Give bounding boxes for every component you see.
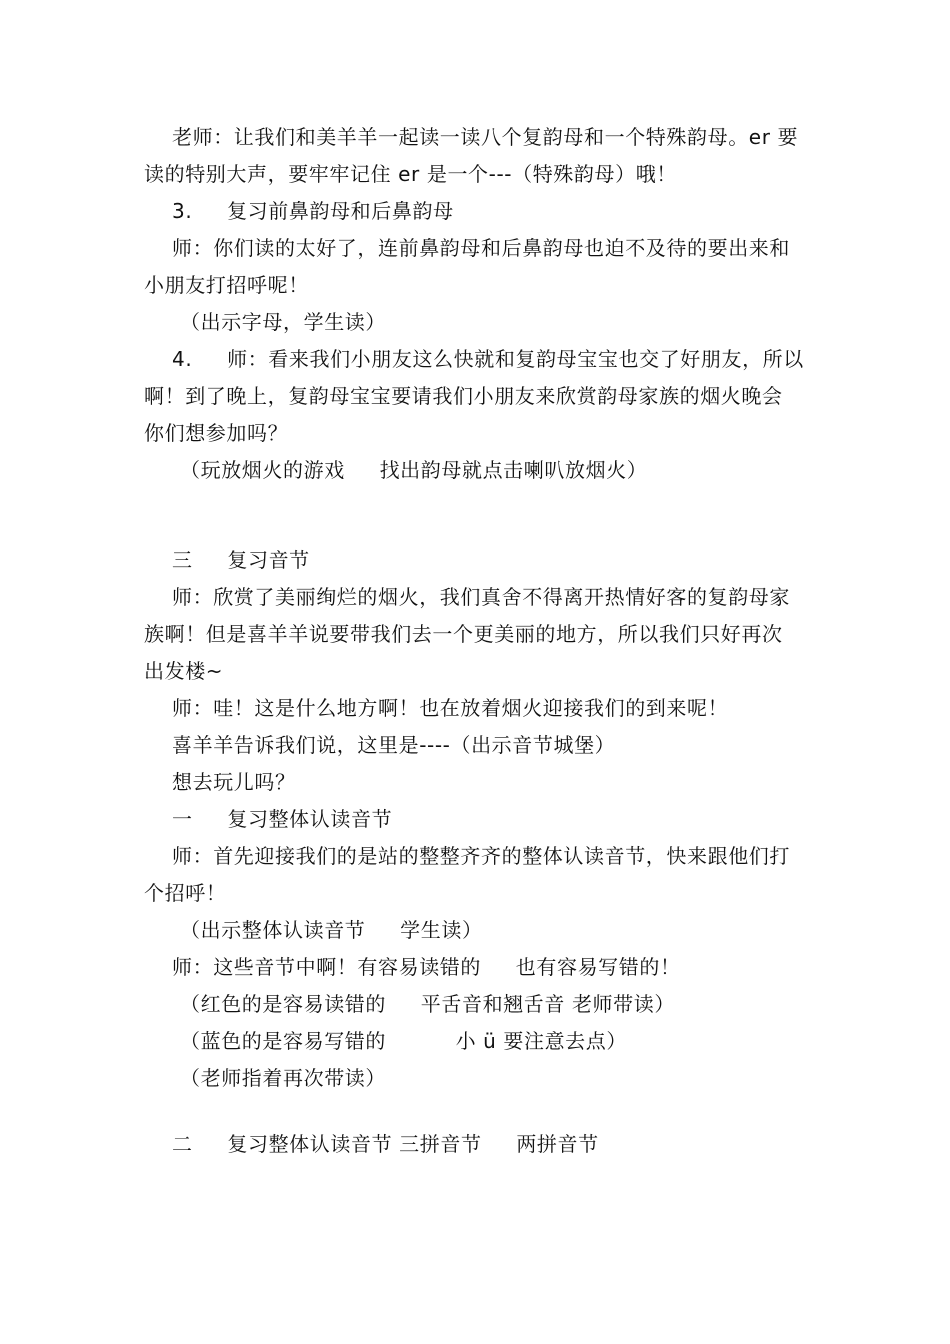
text-line: 个招呼！	[144, 881, 227, 905]
text-line: （出示字母，学生读）	[180, 310, 386, 334]
text-line: 师：哇！这是什么地方啊！也在放着烟火迎接我们的到来呢！	[172, 696, 729, 720]
text-line: 3. 复习前鼻韵母和后鼻韵母	[172, 199, 454, 223]
text-line: 师：你们读的太好了，连前鼻韵母和后鼻韵母也迫不及待的要出来和	[172, 236, 790, 260]
text-line: 师：欣赏了美丽绚烂的烟火，我们真舍不得离开热情好客的复韵母家	[172, 585, 790, 609]
section-heading: 一 复习整体认读音节	[172, 807, 393, 831]
text-line: 你们想参加吗？	[144, 421, 289, 445]
text-line: 出发楼~	[144, 659, 224, 683]
text-line: （红色的是容易读错的 平舌音和翘舌音 老师带读）	[180, 992, 675, 1016]
text-line: 啊！到了晚上，复韵母宝宝要请我们小朋友来欣赏韵母家族的烟火晚会	[144, 384, 783, 408]
section-heading: 三 复习音节	[172, 548, 310, 572]
text-line: 老师：让我们和美羊羊一起读一读八个复韵母和一个特殊韵母。er 要	[172, 125, 799, 149]
text-line: 4. 师：看来我们小朋友这么快就和复韵母宝宝也交了好朋友，所以	[172, 347, 804, 371]
text-line: 读的特别大声，要牢牢记住 er 是一个---（特殊韵母）哦！	[144, 162, 677, 186]
text-line: 族啊！但是喜羊羊说要带我们去一个更美丽的地方，所以我们只好再次	[144, 622, 783, 646]
text-line: 想去玩儿吗？	[172, 770, 296, 794]
text-line: 喜羊羊告诉我们说，这里是----（出示音节城堡）	[172, 733, 616, 757]
text-line: （老师指着再次带读）	[180, 1066, 386, 1090]
text-line: （蓝色的是容易写错的 小 ü 要注意去点）	[180, 1029, 627, 1053]
section-heading: 二 复习整体认读音节 三拼音节 两拼音节	[172, 1132, 599, 1156]
text-line: （出示整体认读音节 学生读）	[180, 918, 483, 942]
text-line: 师：首先迎接我们的是站的整整齐齐的整体认读音节，快来跟他们打	[172, 844, 790, 868]
text-line: 师：这些音节中啊！有容易读错的 也有容易写错的！	[172, 955, 681, 979]
text-line: （玩放烟火的游戏 找出韵母就点击喇叭放烟火）	[180, 458, 648, 482]
text-line: 小朋友打招呼呢！	[144, 273, 309, 297]
